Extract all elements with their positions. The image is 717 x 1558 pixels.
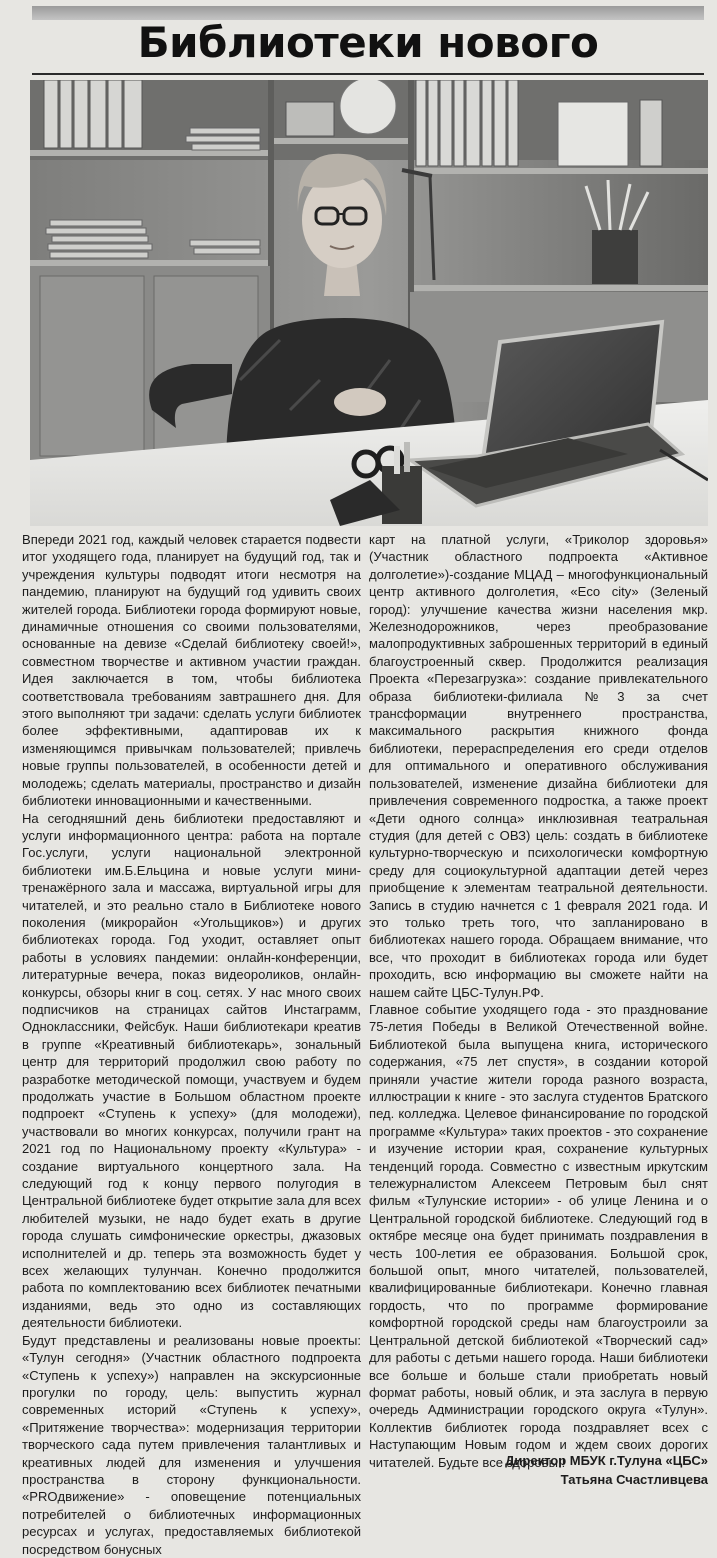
title-rule (32, 73, 704, 75)
article-paragraph: Будут представлены и реализованы новые проекты: «Тулун сегодня» (Участник областного подпроекта «Ступень к успеху») направлен на экскурсионные прогулки по городу, цель: выпустить журнал современных историй «Ступень к успеху», «Притяжение творчества»: модернизация территории творческого сада путем привлечения талантливых и креативных людей для изменения и улучшения пространства в сторону функциональности. «PROдвижение» - оповещение потенциальных потребителей о библиотечных информационных ресурсах и услугах, предоставляемых библиотекой посредством бонусных (22, 1332, 361, 1557)
article-paragraph: Главное событие уходящего года - это празднование 75-летия Победы в Великой Отечественной войне. Библиотекой была выпущена книга, исторического содержания, «75 лет спустя», в создании которой приняли участие жители города разного возраста, иллюстрации к книге - это заслуга студентов Братского пед. колледжа. Целевое финансирование по городской программе «Культура» таких проектов - это сохранение и изучение истории края, сохранение культурных тенденций города. Совместно с известным иркутским тележурналистом Алексеем Петровым был снят фильм «Тулунские истории» - об улице Ленина и о Центральной городской библиотеке. Следующий год в октябре месяце она будет принимать поздравления в честь 100-летия ее образования. Большой срок, большой опыт, много читателей, пользователей, квалифицированные библиотекари. Конечно главная гордость, что по программе формирование комфортной городской среды нам благоустроили за Центральной детской библиотекой «Творческий сад» для работы с детьми нашего города. Наши библиотеки все больше и больше стали приобретать новый формат работы, новый облик, и эта заслуга в первую очередь Администрации городского округа «Тулун». Коллектив библиотек города поздравляет всех с Наступающим Новым годом и ждем своих дорогих читателей. Будьте все здоровы!! (369, 1001, 708, 1470)
author-signature (369, 1451, 708, 1489)
article-photo (30, 80, 708, 526)
article-paragraph: Впереди 2021 год, каждый человек старается подвести итог уходящего года, планирует на будущий год, так и учреждения культуры подводят итоги несмотря на пандемию, планируют на будущий год удивить своих жителей города. Библиотеки города формируют новые, динамичные отношения со своими пользователями, основанные на девизе «Сделай библиотеку своей!», совместном творчестве и активном участии граждан. Идея заключается в том, чтобы библиотека соответствовала требованиям завтрашнего дня. Для этого выполняют три задачи: сделать услуги библиотек более эффективными, адаптировав их к изменяющимся привычкам пользователей; привлечь новые группы пользователей, в особенности детей и молодежь; сделать материалы, пространство и дизайн библиотеки инновационными и качественными. (22, 532, 361, 809)
article-paragraph: карт на платной услуги, «Триколор здоровья» (Участник областного подпроекта «Активное долголетие»)-создание МЦАД – многофункциональный центр активного долголетия, «Eco city» (Зеленый город): улучшение качества жизни населения мкр. Железнодорожников, через преобразование малопродуктивных заброшенных территорий в единый благоустроенный сквер. Продолжится реализация Проекта «Перезагрузка»: создание привлекательного образа библиотеки-филиала №3 за счет трансформации внутреннего пространства, максимального раскрытия книжного фонда библиотеки, перераспределения его среди отделов для оптимального и оперативного обслуживания пользователей, изменение дизайна библиотеки для привлечения современного подростка, а также проект «Дети одного солнца» инклюзивная театральная студия (для детей с ОВЗ) цель: создать в библиотеке культурно-творческую и психологически комфортную среду для социокультурной адаптации детей через приобщение к элементам театральной деятельности. Запись в студию начнется с 1 февраля 2021 года. И это только треть того, что запланировано в библиотеках нашего города. Обращаем внимание, что все, что проходит в библиотеках города или будет проходить, всю информацию вы сможете найти на нашем сайте ЦБС-Тулун.РФ. (369, 532, 708, 1000)
article-left-column (22, 531, 361, 1558)
author-name: Татьяна Счастливцева (560, 1472, 708, 1487)
author-position: Директор МБУК г.Тулуна «ЦБС» (505, 1453, 708, 1468)
article-right-column (369, 531, 708, 1471)
article-title: Библиотеки нового (137, 18, 599, 67)
article-paragraph: На сегодняшний день библиотеки предоставляют и услуги информационного центра: работа на портале Гос.услуги, услуги национальной электронной библиотеки им.Б.Ельцина и новые услуги мини-тренажёрного зала и массажа, виртуальной игры для читателей, и это реально стало в Библиотеке нового поколения (микрорайон «Угольщиков») и других библиотеках города. Год уходит, оставляет опыт работы в условиях пандемии: онлайн-конференции, литературные вечера, показ видеороликов, онлайн-конкурсы, обзоры книг в соц. сетях. У нас много своих подписчиков на страницах сайтов Инстаграмм, Одноклассники, Фейсбук. Наши библиотекари креатив в группе «Креативный библиотекарь», зональный центр для территорий продолжил свою работу по разработке методической помощи, участвуем и будем продолжать участие в Большом областном проекте подпроект «Ступень к успеху» (для молодежи), участвовали во многих конкурсах, получили грант на 2021 год по Национальному проекту «Культура» - создание виртуального концертного зала. На следующий год к концу первого полугодия в Центральной библиотеке будет открытие зала для всех любителей музыки, не надо будет ехать в другие города слушать симфонические оркестры, джазовых исполнителей и др. теперь эта возможность будет у всех желающих тулунчан. Конечно продолжится работа по комплектованию всех библиотек печатными изданиями, ведь это одно из составляющих деятельности библиотеки. (22, 810, 361, 1331)
